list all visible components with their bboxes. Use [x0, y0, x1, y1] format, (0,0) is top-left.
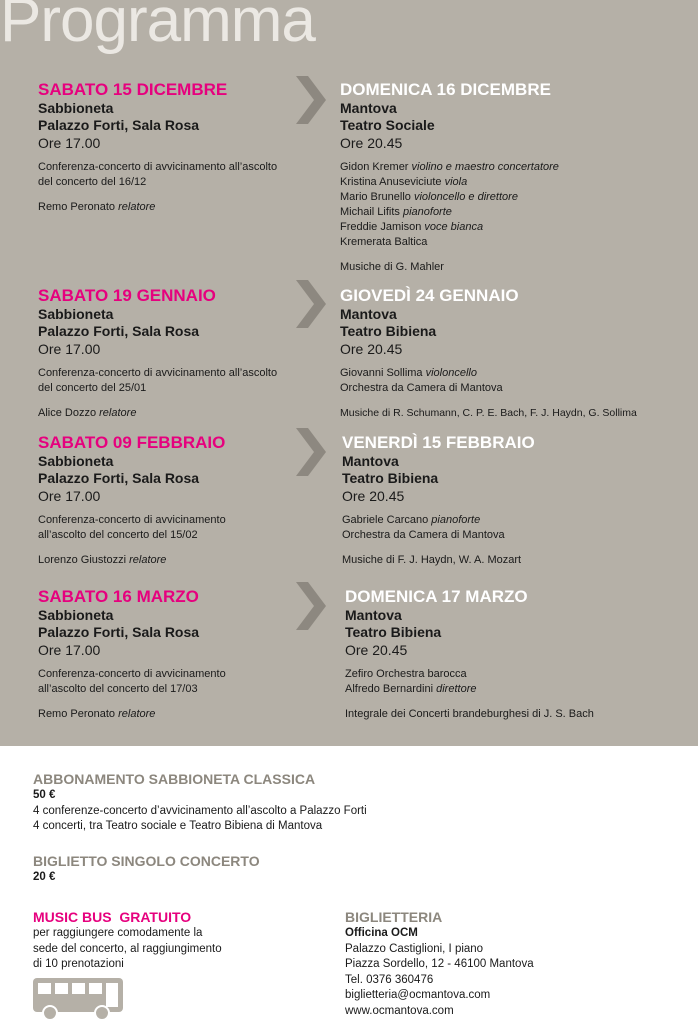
box-office-email[interactable]: biglietteria@ocmantova.com — [345, 989, 491, 1001]
subscription-line: 4 conferenze-concerto d’avvicinamento all’ascolto a Palazzo Forti — [33, 804, 367, 817]
subscription-section — [33, 771, 673, 835]
performer: Michail Lifits pianoforte — [340, 206, 452, 218]
box-office-name: Officina OCM — [345, 927, 418, 939]
box-office-address: Piazza Sordello, 12 - 46100 Mantova — [345, 958, 534, 970]
page-title: Programma — [0, 0, 315, 55]
speaker-role: relatore — [118, 201, 156, 213]
box-office-website[interactable]: www.ocmantova.com — [345, 1004, 454, 1017]
speaker-name: Remo Peronato — [38, 201, 116, 213]
speaker-role: relatore — [129, 554, 167, 566]
conference-speaker — [38, 200, 293, 215]
performer: Kristina Anuseviciute viola — [340, 176, 468, 188]
performer: Gabriele Carcano pianoforte — [342, 514, 481, 526]
single-ticket-section — [33, 853, 433, 886]
description-line: all’ascolto del concerto del 15/02 — [38, 529, 198, 541]
concert-town: Mantova — [345, 607, 402, 623]
concert-music: Musiche di G. Mahler — [340, 261, 444, 273]
conference-time: Ore 17.00 — [38, 642, 101, 658]
performer: Mario Brunello violoncello e direttore — [340, 191, 518, 203]
concert-block — [345, 587, 685, 722]
single-ticket-price: 20 € — [33, 871, 56, 883]
box-office-title: BIGLIETTERIA — [345, 909, 443, 925]
speaker-role: relatore — [118, 708, 156, 720]
performers-list — [345, 667, 685, 697]
description-line: Conferenza-concerto di avvicinamento — [38, 668, 226, 680]
performer: Zefiro Orchestra barocca — [345, 668, 467, 680]
conference-town: Sabbioneta — [38, 100, 114, 116]
performer: Gidon Kremer violino e maestro concertatore — [340, 161, 559, 173]
performer: Freddie Jamison voce bianca — [340, 221, 484, 233]
concert-time: Ore 20.45 — [340, 341, 403, 357]
concert-town: Mantova — [340, 100, 397, 116]
concert-music: Musiche di F. J. Haydn, W. A. Mozart — [342, 554, 522, 566]
single-ticket-title: BIGLIETTO SINGOLO CONCERTO — [33, 853, 260, 869]
description-line: Conferenza-concerto di avvicinamento all’ascolto — [38, 161, 278, 173]
description-line: del concerto del 25/01 — [38, 382, 147, 394]
conference-date: SABATO 09 FEBBRAIO — [38, 433, 226, 452]
concert-town: Mantova — [340, 306, 397, 322]
subscription-price: 50 € — [33, 789, 56, 801]
chevron-right-icon — [296, 280, 326, 328]
performers-list — [340, 366, 690, 396]
concert-date: VENERDÌ 15 FEBBRAIO — [342, 433, 535, 452]
box-office-address: Palazzo Castiglioni, I piano — [345, 942, 484, 955]
conference-speaker — [38, 406, 318, 421]
concert-date: DOMENICA 17 MARZO — [345, 587, 528, 606]
chevron-right-icon — [296, 582, 326, 630]
concert-music: Musiche di R. Schumann, C. P. E. Bach, F. J. Haydn, G. Sollima — [340, 407, 637, 419]
chevron-right-icon — [296, 428, 326, 476]
conference-town: Sabbioneta — [38, 306, 114, 322]
concert-date: GIOVEDÌ 24 GENNAIO — [340, 286, 519, 305]
box-office-phone: Tel. 0376 360476 — [345, 973, 434, 986]
conference-description — [38, 513, 293, 543]
conference-venue: Palazzo Forti, Sala Rosa — [38, 117, 200, 133]
subscription-line: 4 concerti, tra Teatro sociale e Teatro Bibiena di Mantova — [33, 820, 323, 832]
concert-time: Ore 20.45 — [342, 488, 405, 504]
music-bus-title: MUSIC BUS GRATUITO — [33, 909, 192, 925]
music-bus-line: per raggiungere comodamente la — [33, 927, 203, 939]
concert-venue: Teatro Bibiena — [345, 624, 442, 640]
conference-date: SABATO 16 MARZO — [38, 587, 199, 606]
speaker-name: Lorenzo Giustozzi — [38, 554, 127, 566]
conference-block — [38, 286, 318, 421]
conference-speaker — [38, 707, 293, 722]
performer: Orchestra da Camera di Mantova — [342, 529, 505, 541]
conference-time: Ore 17.00 — [38, 135, 101, 151]
concert-block — [340, 286, 690, 421]
description-line: Conferenza-concerto di avvicinamento — [38, 514, 226, 526]
chevron-right-icon — [296, 76, 326, 124]
conference-date: SABATO 15 DICEMBRE — [38, 80, 228, 99]
description-line: del concerto del 16/12 — [38, 176, 147, 188]
box-office-section — [345, 909, 685, 1019]
performer: Orchestra da Camera di Mantova — [340, 382, 503, 394]
performers-list — [340, 160, 680, 250]
concert-town: Mantova — [342, 453, 399, 469]
conference-time: Ore 17.00 — [38, 341, 101, 357]
conference-town: Sabbioneta — [38, 607, 114, 623]
conference-description — [38, 667, 293, 697]
performers-list — [342, 513, 682, 543]
conference-block — [38, 80, 293, 215]
bus-icon — [32, 977, 126, 1025]
performer: Alfredo Bernardini direttore — [345, 683, 477, 695]
conference-description — [38, 366, 318, 396]
music-bus-line: di 10 prenotazioni — [33, 958, 124, 970]
conference-date: SABATO 19 GENNAIO — [38, 286, 216, 305]
concert-venue: Teatro Bibiena — [342, 470, 439, 486]
concert-time: Ore 20.45 — [345, 642, 408, 658]
performer: Giovanni Sollima violoncello — [340, 367, 477, 379]
music-bus-section — [33, 909, 313, 973]
subscription-title: ABBONAMENTO SABBIONETA CLASSICA — [33, 771, 316, 787]
conference-time: Ore 17.00 — [38, 488, 101, 504]
speaker-role: relatore — [99, 407, 137, 419]
concert-block — [340, 80, 680, 275]
concert-music: Integrale dei Concerti brandeburghesi di J. S. Bach — [345, 708, 594, 720]
conference-block — [38, 587, 293, 722]
description-line: Conferenza-concerto di avvicinamento all’ascolto — [38, 367, 278, 379]
description-line: all’ascolto del concerto del 17/03 — [38, 683, 198, 695]
conference-town: Sabbioneta — [38, 453, 114, 469]
conference-venue: Palazzo Forti, Sala Rosa — [38, 624, 200, 640]
concert-time: Ore 20.45 — [340, 135, 403, 151]
conference-description — [38, 160, 293, 190]
concert-block — [342, 433, 682, 568]
conference-block — [38, 433, 293, 568]
concert-date: DOMENICA 16 DICEMBRE — [340, 80, 551, 99]
concert-venue: Teatro Bibiena — [340, 323, 437, 339]
speaker-name: Remo Peronato — [38, 708, 116, 720]
conference-speaker — [38, 553, 293, 568]
conference-venue: Palazzo Forti, Sala Rosa — [38, 470, 200, 486]
performer: Kremerata Baltica — [340, 236, 428, 248]
concert-venue: Teatro Sociale — [340, 117, 435, 133]
speaker-name: Alice Dozzo — [38, 407, 97, 419]
music-bus-line: sede del concerto, al raggiungimento — [33, 942, 222, 955]
conference-venue: Palazzo Forti, Sala Rosa — [38, 323, 200, 339]
